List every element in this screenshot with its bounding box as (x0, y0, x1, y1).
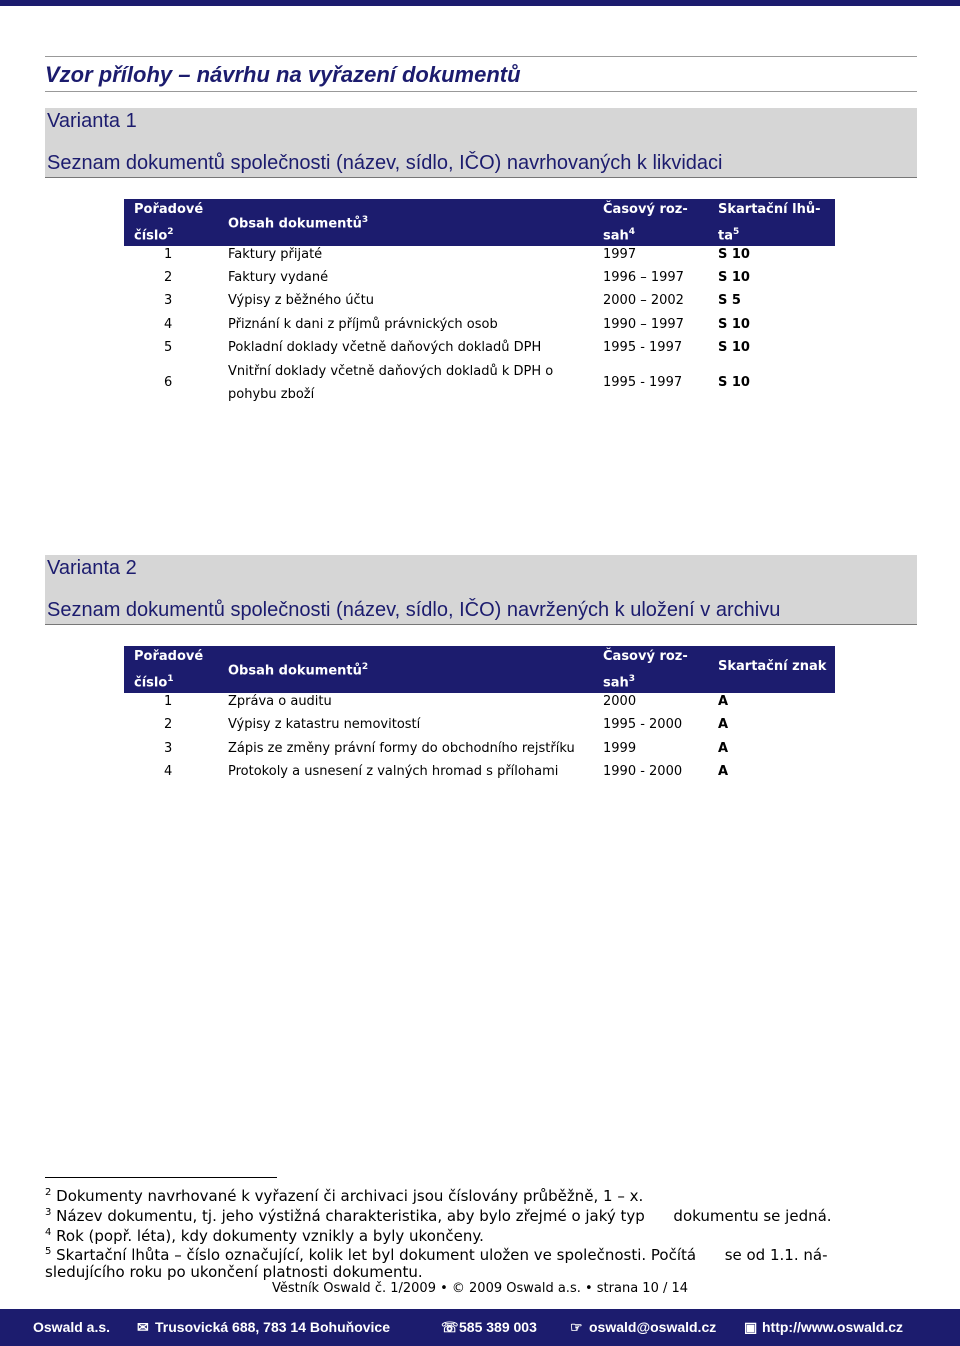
header-number-b: číslo$^2$ (134, 227, 174, 244)
row-period: 1990 - 2000 (603, 764, 683, 779)
table-header (124, 646, 835, 693)
header-number-a: Pořadové (134, 202, 204, 217)
page-title: Vzor přílohy – návrhu na vyřazení dokumentů (45, 56, 917, 92)
variant-2-heading: Varianta 2 (47, 557, 137, 579)
row-mark: A (718, 764, 729, 779)
footer-bar (0, 1309, 960, 1346)
header-mark: Skartační znak (718, 659, 827, 674)
header-retention-a: Skartační lhů- (718, 202, 821, 217)
row-number: 4 (164, 317, 173, 332)
header-period-b: sah$^4$ (603, 227, 636, 244)
computer-icon: ▣ (744, 1319, 758, 1335)
section-band-variant-1 (45, 108, 917, 178)
row-content: Výpisy z běžného účtu (228, 293, 375, 308)
row-content: Faktury vydané (228, 270, 329, 285)
row-number: 2 (164, 270, 173, 285)
top-bar (0, 0, 960, 6)
issue-line: Věstník Oswald č. 1/2009 • © 2009 Oswald a.s. • strana 10 / 14 (271, 1281, 689, 1296)
table-row (124, 243, 835, 266)
row-period: 1997 (603, 247, 637, 262)
table-row (124, 690, 835, 713)
row-retention: S 10 (718, 317, 750, 332)
footer-company: Oswald a.s. (33, 1319, 111, 1335)
row-retention: S 10 (718, 247, 750, 262)
footnote-rule (45, 1177, 277, 1178)
header-period-a: Časový roz- (603, 649, 688, 664)
row-content: Protokoly a usnesení z valných hromad s přílohami (228, 764, 559, 779)
row-content (228, 360, 588, 406)
footnote: $^4$ Rok (popř. léta), kdy dokumenty vznikly a byly ukončeny. (45, 1227, 484, 1245)
table-row (124, 289, 835, 312)
row-content: Faktury přijaté (228, 247, 323, 262)
row-content-line-1: Vnitřní doklady včetně daňových dokladů k DPH o (228, 364, 554, 379)
row-content: Zápis ze změny právní formy do obchodního rejstříku (228, 741, 575, 756)
row-mark: A (718, 741, 729, 756)
row-mark: A (718, 717, 729, 732)
row-content: Přiznání k dani z příjmů právnických osob (228, 317, 498, 332)
row-period: 1990 – 1997 (603, 317, 684, 332)
variant-1-subheading: Seznam dokumentů společnosti (název, sídlo, IČO) navrhovaných k likvidaci (47, 152, 723, 174)
footnote: $^3$ Název dokumentu, tj. jeho výstižná charakteristika, aby bylo zřejmé o jaký typ dokumentu se jedná. (45, 1207, 832, 1225)
row-number: 2 (164, 717, 173, 732)
row-mark: A (718, 694, 729, 709)
row-period: 1996 – 1997 (603, 270, 684, 285)
row-content: Výpisy z katastru nemovitostí (228, 717, 421, 732)
row-number: 6 (164, 375, 173, 390)
header-retention-b: $ta^5$ (718, 227, 740, 244)
row-retention: S 10 (718, 270, 750, 285)
table-row (124, 313, 835, 336)
footer-web[interactable]: http://www.oswald.cz (762, 1319, 904, 1335)
row-number: 3 (164, 293, 173, 308)
row-period: 2000 (603, 694, 637, 709)
row-period: 1995 - 1997 (603, 375, 683, 390)
row-number: 5 (164, 340, 173, 355)
row-number: 4 (164, 764, 173, 779)
footer-phone[interactable]: 585 389 003 (459, 1319, 537, 1335)
section-band-variant-2 (45, 555, 917, 625)
footnote: $^2$ Dokumenty navrhované k vyřazení či archivaci jsou číslovány průběžně, 1 – x. (45, 1187, 644, 1205)
envelope-icon: ✉ (137, 1319, 149, 1335)
footnote-continuation: sledujícího roku po ukončení platnosti dokumentu. (45, 1263, 423, 1281)
footnote: $^5$ Skartační lhůta – číslo označující, kolik let byl dokument uložen ve společnosti. Počítá se od 1.1. ná- (45, 1246, 828, 1264)
table-header (124, 199, 835, 246)
header-period-b: sah$^3$ (603, 674, 636, 691)
pointer-icon: ☞ (570, 1319, 583, 1335)
header-number-a: Pořadové (134, 649, 204, 664)
header-period-a: Časový roz- (603, 202, 688, 217)
row-period: 1995 - 1997 (603, 340, 683, 355)
table-row (124, 713, 835, 736)
row-number: 1 (164, 694, 173, 709)
row-period: 1999 (603, 741, 637, 756)
table-row (124, 760, 835, 783)
row-content: Pokladní doklady včetně daňových dokladů DPH (228, 340, 542, 355)
table-row (124, 360, 835, 406)
footer-email[interactable]: oswald@oswald.cz (589, 1319, 717, 1335)
row-retention: S 10 (718, 340, 750, 355)
row-number: 1 (164, 247, 173, 262)
row-period: 2000 – 2002 (603, 293, 684, 308)
header-number-b: číslo$^1$ (134, 674, 174, 691)
header-content: Obsah dokumentů$^2$ (228, 662, 369, 679)
row-number: 3 (164, 741, 173, 756)
variant-2-subheading: Seznam dokumentů společnosti (název, sídlo, IČO) navržených k uložení v archivu (47, 599, 781, 621)
table-row (124, 737, 835, 760)
row-retention: S 10 (718, 375, 750, 390)
table-row (124, 266, 835, 289)
row-retention: S 5 (718, 293, 741, 308)
row-content-line-2: pohybu zboží (228, 387, 315, 402)
table-row (124, 336, 835, 359)
row-content: Zpráva o auditu (228, 694, 332, 709)
variant-1-heading: Varianta 1 (47, 110, 137, 132)
footer-address: Trusovická 688, 783 14 Bohuňovice (155, 1319, 391, 1335)
row-period: 1995 - 2000 (603, 717, 683, 732)
header-content: Obsah dokumentů$^3$ (228, 215, 369, 232)
phone-icon: ☏ (441, 1319, 459, 1335)
